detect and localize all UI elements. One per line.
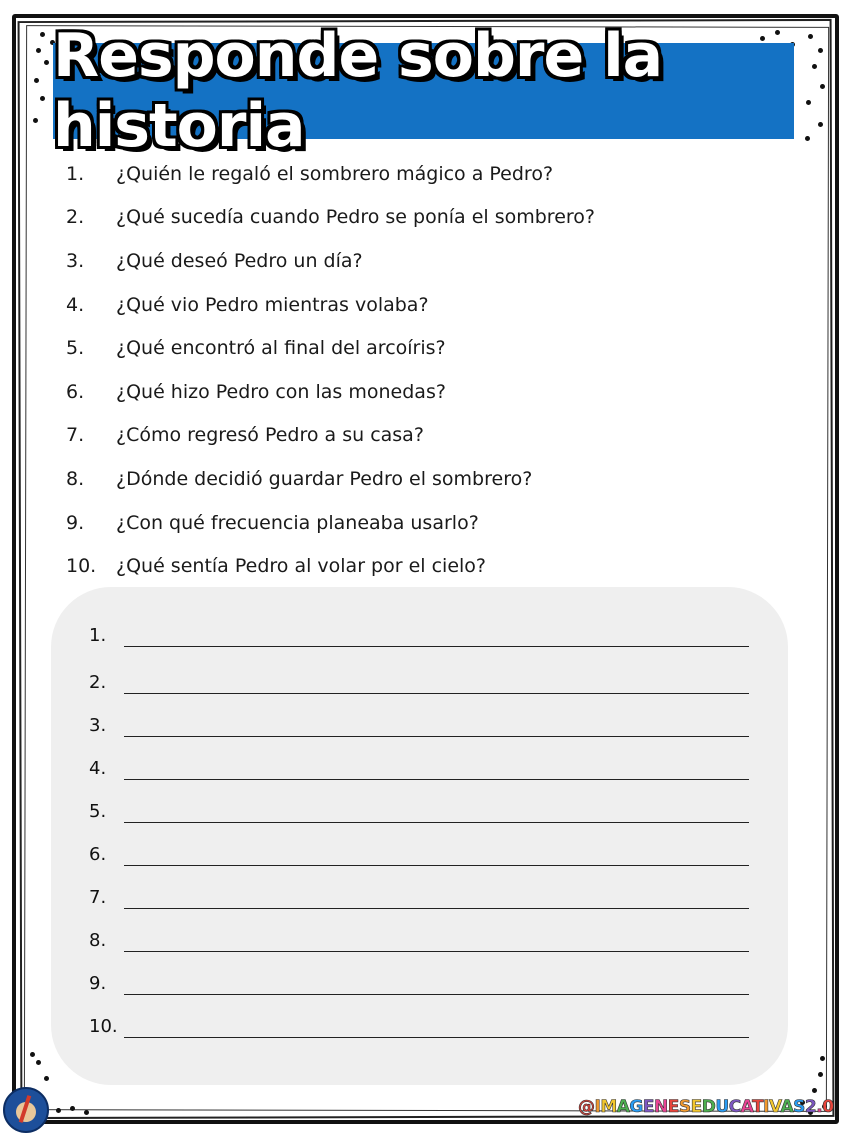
border-dot xyxy=(805,136,810,141)
answer-writing-line[interactable] xyxy=(124,646,749,647)
answer-writing-line[interactable] xyxy=(124,779,749,780)
question-number: 8. xyxy=(66,467,85,490)
question-item xyxy=(66,544,786,588)
answer-line-row xyxy=(89,965,749,995)
border-dot xyxy=(70,1106,75,1111)
question-item xyxy=(66,414,786,458)
question-number: 1. xyxy=(66,162,85,185)
question-item xyxy=(66,283,786,327)
border-dot xyxy=(820,84,825,89)
question-item xyxy=(66,370,786,414)
border-dot xyxy=(56,1108,61,1113)
question-text: ¿Dónde decidió guardar Pedro el sombrero? xyxy=(116,467,533,490)
question-text: ¿Qué sucedía cuando Pedro se ponía el sombrero? xyxy=(116,206,595,229)
question-text: ¿Con qué frecuencia planeaba usarlo? xyxy=(116,511,479,534)
question-text: ¿Qué sentía Pedro al volar por el cielo? xyxy=(116,555,486,578)
answer-number: 10. xyxy=(89,1016,118,1037)
border-dot xyxy=(36,48,41,53)
border-dot xyxy=(812,1088,817,1093)
title-banner xyxy=(53,21,794,161)
border-dot xyxy=(808,34,813,39)
border-dot xyxy=(44,1076,49,1081)
question-number: 5. xyxy=(66,337,85,360)
question-text: ¿Qué deseó Pedro un día? xyxy=(116,249,363,272)
answer-writing-line[interactable] xyxy=(124,822,749,823)
border-dot xyxy=(36,1060,41,1065)
answer-line-row xyxy=(89,836,749,866)
question-item xyxy=(66,239,786,283)
answer-line-row xyxy=(89,922,749,952)
answer-writing-line[interactable] xyxy=(124,1037,749,1038)
question-list xyxy=(66,152,786,588)
answer-line-row xyxy=(89,617,749,647)
answer-writing-line[interactable] xyxy=(124,736,749,737)
answer-number: 3. xyxy=(89,715,107,736)
answer-writing-line[interactable] xyxy=(124,865,749,866)
page-title: Responde sobre la historia xyxy=(53,21,663,161)
question-text: ¿Qué encontró al final del arcoíris? xyxy=(116,337,446,360)
answer-number: 8. xyxy=(89,930,107,951)
border-dot xyxy=(818,122,823,127)
question-text: ¿Cómo regresó Pedro a su casa? xyxy=(116,424,424,447)
answer-number: 6. xyxy=(89,844,107,865)
answer-number: 4. xyxy=(89,758,107,779)
answer-number: 9. xyxy=(89,973,107,994)
question-item xyxy=(66,501,786,545)
question-number: 10. xyxy=(66,555,97,578)
border-dot xyxy=(34,78,39,83)
question-text: ¿Quién le regaló el sombrero mágico a Pedro? xyxy=(116,162,554,185)
answer-number: 1. xyxy=(89,625,107,646)
question-number: 2. xyxy=(66,206,85,229)
border-dot xyxy=(818,1072,823,1077)
question-number: 9. xyxy=(66,511,85,534)
answer-panel xyxy=(51,587,788,1085)
border-dot xyxy=(806,100,811,105)
border-dot xyxy=(812,64,817,69)
answer-writing-line[interactable] xyxy=(124,994,749,995)
answer-writing-line[interactable] xyxy=(124,693,749,694)
border-dot xyxy=(84,1110,89,1115)
answer-writing-line[interactable] xyxy=(124,951,749,952)
answer-number: 7. xyxy=(89,887,107,908)
question-number: 7. xyxy=(66,424,85,447)
answer-line-row xyxy=(89,750,749,780)
question-text: ¿Qué vio Pedro mientras volaba? xyxy=(116,293,429,316)
question-number: 6. xyxy=(66,380,85,403)
border-dot xyxy=(30,1052,35,1057)
answer-number: 5. xyxy=(89,801,107,822)
answer-writing-line[interactable] xyxy=(124,908,749,909)
border-dot xyxy=(40,32,45,37)
answer-line-row xyxy=(89,1008,749,1038)
question-number: 4. xyxy=(66,293,85,316)
question-item xyxy=(66,196,786,240)
question-item xyxy=(66,152,786,196)
answer-line-row xyxy=(89,879,749,909)
answer-number: 2. xyxy=(89,672,107,693)
answer-line-row xyxy=(89,664,749,694)
question-item xyxy=(66,457,786,501)
watermark: @IMAGENESEDUCATIVAS2.0 xyxy=(578,1097,834,1117)
logo-icon xyxy=(3,1087,49,1133)
answer-line-row xyxy=(89,707,749,737)
border-dot xyxy=(33,118,38,123)
border-dot xyxy=(44,60,49,65)
question-item xyxy=(66,326,786,370)
question-text: ¿Qué hizo Pedro con las monedas? xyxy=(116,380,446,403)
answer-line-row xyxy=(89,793,749,823)
border-dot xyxy=(818,48,823,53)
border-dot xyxy=(40,96,45,101)
question-number: 3. xyxy=(66,249,85,272)
border-dot xyxy=(820,1056,825,1061)
